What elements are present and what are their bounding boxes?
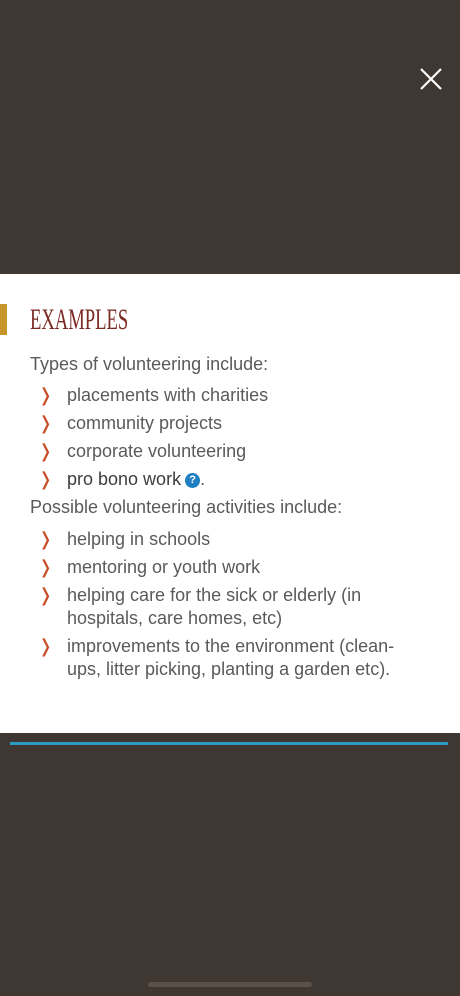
list-item-text: community projects — [67, 413, 223, 433]
home-indicator[interactable] — [148, 982, 312, 987]
bullet-chevron-icon: ❭ — [38, 469, 54, 489]
list-item — [0, 440, 460, 463]
types-intro: Types of volunteering include: — [30, 354, 269, 374]
activities-list — [0, 528, 460, 681]
progress-bar — [10, 742, 448, 745]
bullet-chevron-icon: ❭ — [38, 529, 54, 549]
list-item-text: corporate volunteering — [67, 441, 247, 461]
bullet-chevron-icon: ❭ — [38, 636, 54, 656]
list-item-suffix: . — [200, 469, 206, 489]
list-item — [0, 384, 460, 407]
section-title: EXAMPLES — [30, 303, 129, 336]
list-item — [0, 584, 460, 630]
close-button[interactable] — [418, 66, 444, 92]
list-item — [0, 468, 460, 491]
list-item-text: helping in schools — [67, 529, 211, 549]
list-item — [0, 635, 460, 681]
pro-bono-link[interactable]: pro bono work — [67, 469, 182, 489]
types-list — [0, 384, 460, 491]
accent-bar — [0, 304, 7, 335]
list-item — [0, 556, 460, 579]
bullet-chevron-icon: ❭ — [38, 385, 54, 405]
examples-card — [0, 274, 460, 733]
help-icon[interactable]: ? — [185, 473, 200, 488]
bullet-chevron-icon: ❭ — [38, 413, 54, 433]
bullet-chevron-icon: ❭ — [38, 441, 54, 461]
list-item — [0, 528, 460, 551]
list-item — [0, 412, 460, 435]
list-item-text: mentoring or youth work — [67, 557, 261, 577]
bullet-chevron-icon: ❭ — [38, 585, 54, 605]
list-item-text: helping care for the sick or elderly (in hospitals, care homes, etc) — [67, 585, 362, 628]
list-item-text: improvements to the environment (clean-ups, litter picking, planting a garden etc). — [67, 636, 395, 679]
bullet-chevron-icon: ❭ — [38, 557, 54, 577]
close-icon — [418, 66, 444, 92]
activities-intro: Possible volunteering activities include: — [30, 497, 343, 517]
list-item-text: placements with charities — [67, 385, 269, 405]
